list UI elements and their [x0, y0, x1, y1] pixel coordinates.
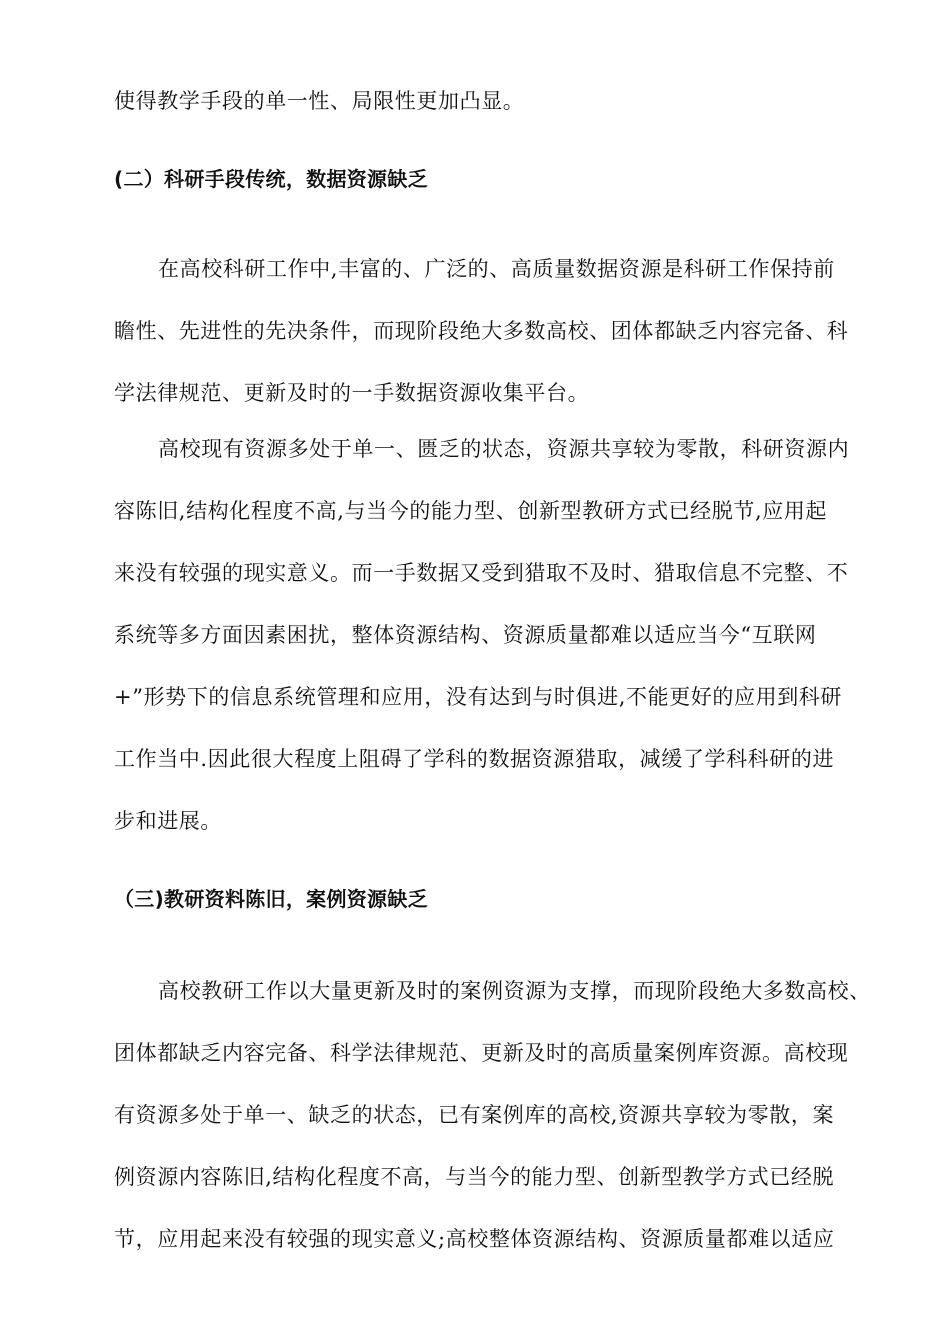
paragraph-line: 例资源内容陈旧,结构化程度不高，与当今的能力型、创新型教学方式已经脱	[114, 1165, 835, 1189]
paragraph-line: 容陈旧,结构化程度不高,与当今的能力型、创新型教研方式已经脱节,应用起	[114, 499, 828, 523]
paragraph-line: 系统等多方面因素困扰，整体资源结构、资源质量都难以适应当今“互联网	[114, 623, 817, 647]
paragraph-line: 瞻性、先进性的先决条件，而现阶段绝大多数高校、团体都缺乏内容完备、科	[114, 319, 849, 343]
paragraph-line: 步和进展。	[114, 809, 222, 833]
paragraph-line: 高校现有资源多处于单一、匮乏的状态，资源共享较为零散，科研资源内	[158, 437, 850, 461]
section-heading-3: （三)教研资料陈旧，案例资源缺乏	[114, 887, 428, 911]
paragraph-line: 高校教研工作以大量更新及时的案例资源为支撑，而现阶段绝大多数高校、	[158, 979, 871, 1003]
paragraph-line: 节，应用起来没有较强的现实意义;高校整体资源结构、资源质量都难以适应	[114, 1227, 835, 1251]
paragraph-line: 使得教学手段的单一性、局限性更加凸显。	[114, 89, 525, 113]
section-heading-2: (二）科研手段传统，数据资源缺乏	[114, 167, 428, 191]
paragraph-line: 团体都缺乏内容完备、科学法律规范、更新及时的高质量案例库资源。高校现	[114, 1041, 849, 1065]
paragraph-line: 在高校科研工作中,丰富的、广泛的、高质量数据资源是科研工作保持前	[158, 257, 835, 281]
paragraph-line: 有资源多处于单一、缺乏的状态，已有案例库的高校,资源共享较为零散，案	[114, 1103, 835, 1127]
paragraph-line: +”形势下的信息系统管理和应用，没有达到与时俱进,不能更好的应用到科研	[114, 685, 843, 709]
paragraph-line: 工作当中.因此很大程度上阻碍了学科的数据资源猎取，减缓了学科科研的进	[114, 747, 835, 771]
paragraph-line: 来没有较强的现实意义。而一手数据又受到猎取不及时、猎取信息不完整、不	[114, 561, 849, 585]
paragraph-line: 学法律规范、更新及时的一手数据资源收集平台。	[114, 381, 590, 405]
